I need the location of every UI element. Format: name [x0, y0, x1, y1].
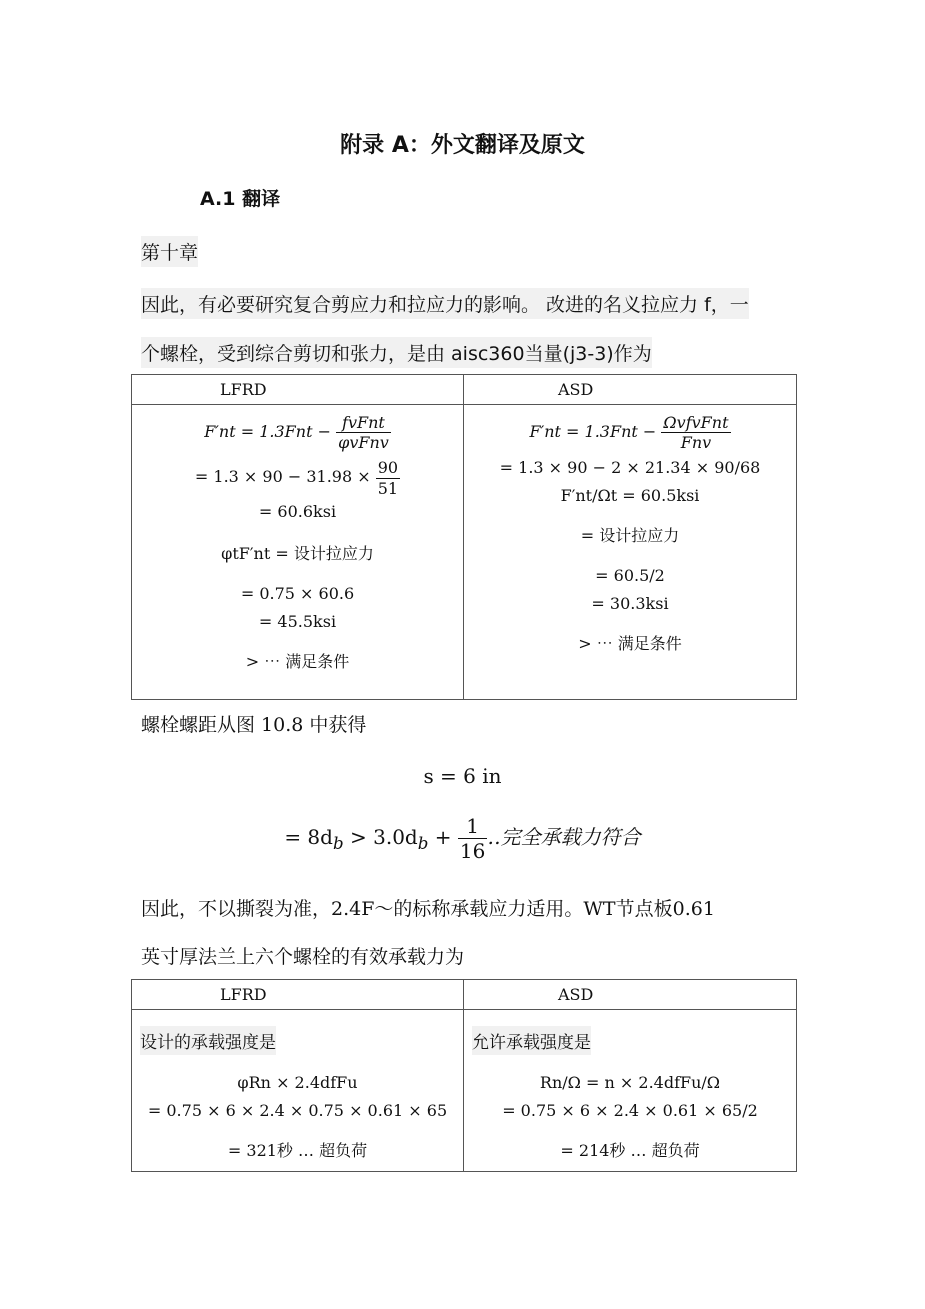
lfrd-eq-7: > ⋯ 满足条件 [245, 651, 350, 671]
page-title: 附录 A：外文翻译及原文 [340, 133, 585, 158]
table2-lfrd-cell [132, 1010, 464, 1172]
asd-eq-4: = 设计拉应力 [580, 526, 680, 546]
lfrd-bearing-eq-1: φRn × 2.4dfFu [237, 1073, 358, 1092]
table2-asd-cell [464, 1010, 797, 1172]
table1-lfrd-header: LFRD [132, 375, 464, 405]
table2-lfrd-header: LFRD [132, 980, 464, 1010]
asd-eq-6: = 30.3ksi [591, 594, 669, 614]
table1-asd-header: ASD [464, 375, 797, 405]
asd-strength-heading: 允许承载强度是 [472, 1026, 591, 1055]
lfrd-eq-4: φtF′nt = 设计拉应力 [221, 543, 374, 563]
chapter-label: 第十章 [141, 236, 198, 267]
asd-eq-7: > ⋯ 满足条件 [578, 634, 682, 654]
lfrd-eq-1: F′nt = 1.3Fnt − $\frac{\text{fvFnt}}{\text{φvFnv}}$ [204, 413, 389, 453]
bearing-calc-table [131, 979, 797, 1172]
lfrd-eq-6: = 45.5ksi [258, 611, 337, 631]
asd-eq-5: = 60.5/2 [595, 566, 665, 586]
tension-calc-table [131, 374, 797, 700]
asd-eq-3: F′nt/Ωt = 60.5ksi [560, 486, 700, 506]
intro-paragraph-line-1: 因此，有必要研究复合剪应力和拉应力的影响。 改进的名义拉应力 f，一 [141, 288, 749, 319]
lfrd-eq-3: = 60.6ksi [258, 501, 337, 521]
equation-s: s = 6 in [423, 764, 502, 788]
equation-8db: = $8d_b > 3.0d_b$ + $\frac{1}{16}$ ‥完全承载力符合 [284, 814, 641, 863]
bearing-paragraph-line-1: 因此，不以撕裂为准，2.4F～的标称承载应力适用。WT节点板0.61 [141, 898, 715, 920]
section-heading: A.1 翻译 [200, 188, 281, 210]
bolt-pitch-line: 螺栓螺距从图 10.8 中获得 [141, 714, 367, 736]
asd-bearing-eq-3: = 214秒 … 超负荷 [560, 1141, 700, 1160]
asd-bearing-eq-1: Rn/Ω = n × 2.4dfFu/Ω [539, 1073, 721, 1092]
lfrd-eq-5: = 0.75 × 60.6 [240, 583, 355, 603]
table1-lfrd-cell [132, 405, 464, 700]
asd-bearing-eq-2: = 0.75 × 6 × 2.4 × 0.61 × 65/2 [502, 1101, 758, 1120]
lfrd-strength-heading: 设计的承载强度是 [140, 1026, 276, 1055]
lfrd-bearing-eq-3: = 321秒 … 超负荷 [227, 1141, 368, 1160]
lfrd-bearing-eq-2: = 0.75 × 6 × 2.4 × 0.75 × 0.61 × 65 [147, 1101, 448, 1120]
table1-asd-cell [464, 405, 797, 700]
lfrd-eq-2: = 1.3 × 90 − 31.98 × $\frac{90}{51}$ [194, 458, 399, 498]
table2-asd-header: ASD [464, 980, 797, 1010]
asd-eq-2: = 1.3 × 90 − 2 × 21.34 × 90/68 [499, 458, 761, 478]
bearing-paragraph-line-2: 英寸厚法兰上六个螺栓的有效承载力为 [141, 946, 465, 968]
asd-eq-1: F′nt = 1.3Fnt − $\frac{\text{ΩvfvFnt}}{\text{Fnv}}$ [529, 413, 729, 453]
intro-paragraph-line-2: 个螺栓，受到综合剪切和张力，是由 aisc360当量(j3-3)作为 [141, 337, 652, 368]
